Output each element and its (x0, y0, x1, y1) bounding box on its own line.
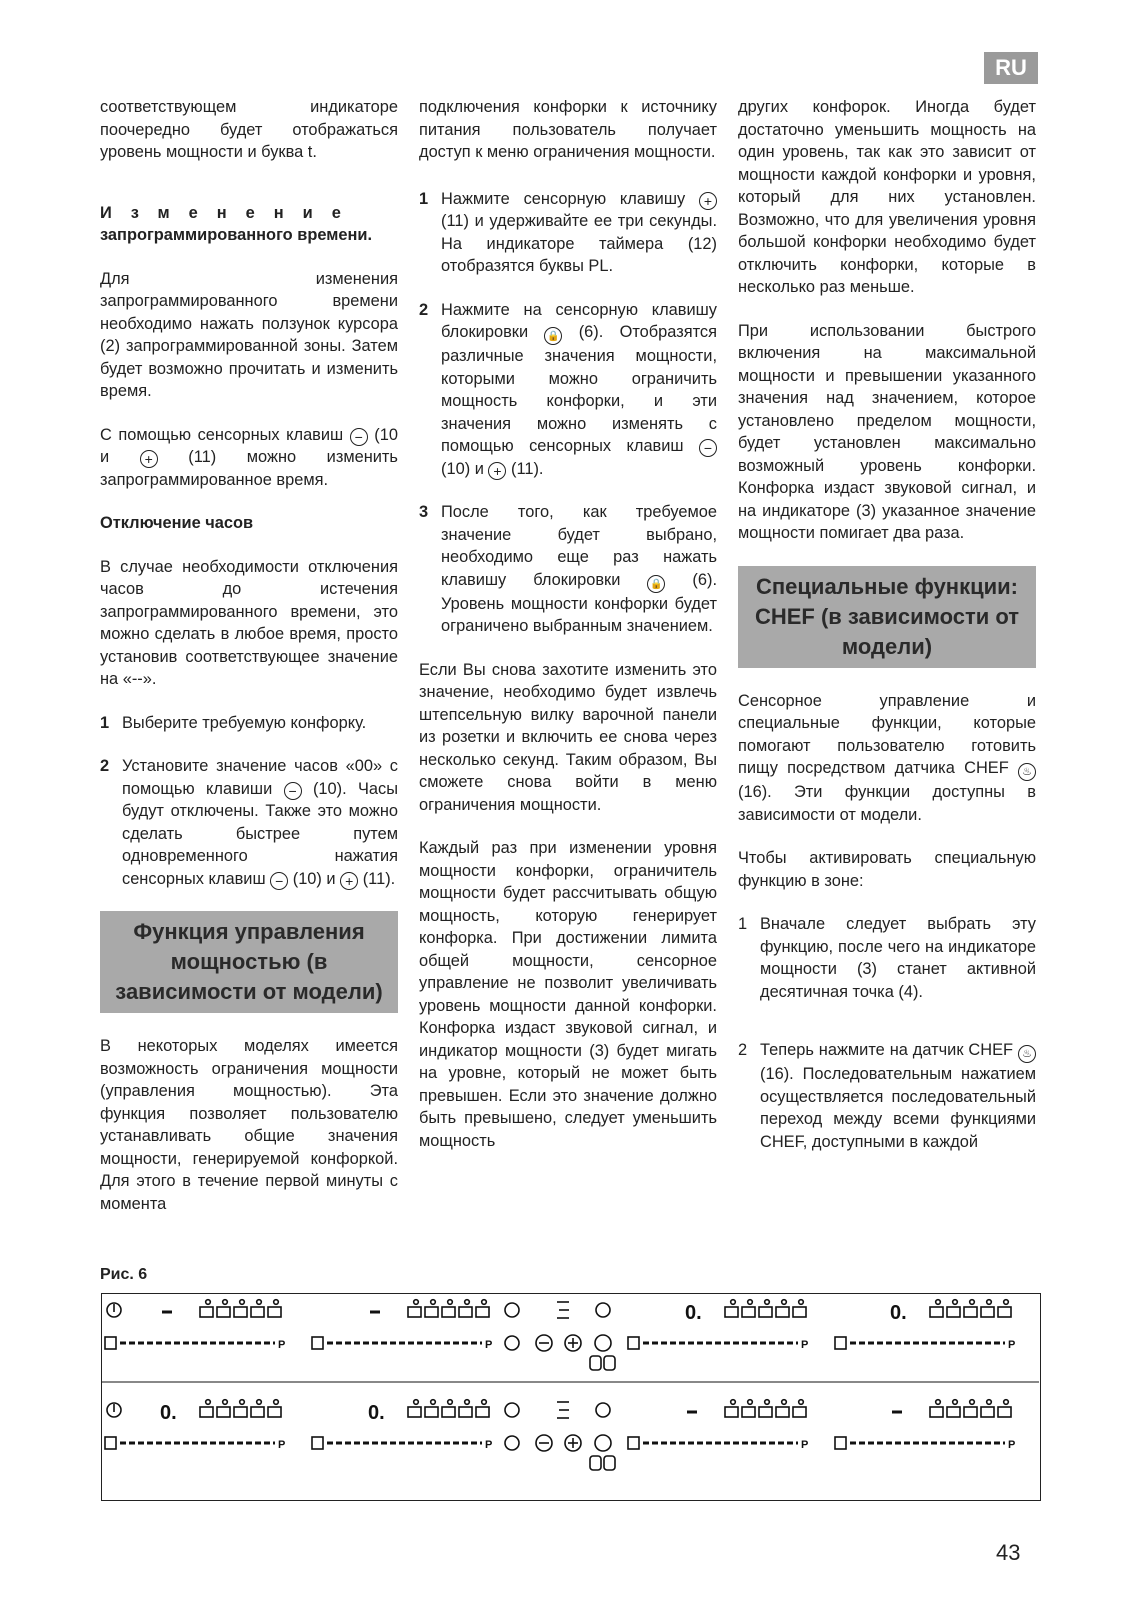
text: (16). Последовательным нажатием осуществляется последовательный переход между всеми функциями CHEF, доступными в каждой (760, 1065, 1036, 1151)
slider-start-icon (628, 1437, 639, 1449)
text: (10) и (441, 459, 484, 478)
bridge-icon-left (590, 1456, 601, 1470)
timer-segment (759, 1407, 772, 1417)
lock-icon (505, 1403, 519, 1417)
indicator-dot (482, 1300, 487, 1305)
timer-segment (425, 1407, 438, 1417)
slider-start-icon (312, 1437, 323, 1449)
timer-segment (776, 1407, 789, 1417)
timer-segment (742, 1307, 755, 1317)
plus-icon: + (140, 450, 158, 468)
bridge-icon-right (604, 1356, 615, 1370)
slider-end-label: P (1008, 1339, 1016, 1351)
text: (16). Эти функции доступны в зависимости от модели. (738, 783, 1036, 824)
timer-segment (725, 1407, 738, 1417)
timer-segment (459, 1407, 472, 1417)
indicator-dot (970, 1300, 975, 1305)
indicator-dot (1004, 1300, 1009, 1305)
slider-start-icon (105, 1337, 116, 1349)
item-number: 1 (100, 713, 110, 732)
timer-segment (408, 1307, 421, 1317)
bridge-icon-left (590, 1356, 601, 1370)
indicator-dot (782, 1300, 787, 1305)
paragraph: соответствующем индикаторе поочередно будет отображаться уровень мощности и буква t. (100, 98, 398, 161)
text: (10 и (100, 425, 398, 466)
heading-line-2: запрограммированного времени. (100, 226, 372, 244)
minus-icon: − (284, 782, 302, 800)
indicator-dot (431, 1300, 436, 1305)
timer-segment (459, 1307, 472, 1317)
chef-sensor-icon: ♨ (1018, 1045, 1036, 1063)
timer-segment (268, 1407, 281, 1417)
timer-segment (200, 1407, 213, 1417)
power-digit: 0. (160, 1402, 177, 1424)
timer-segment (742, 1407, 755, 1417)
timer-segment (964, 1407, 977, 1417)
slider-start-icon (628, 1337, 639, 1349)
language-badge: RU (984, 52, 1038, 84)
timer-segment (200, 1307, 213, 1317)
item-number: 2 (100, 757, 110, 775)
power-digit: 0. (890, 1302, 907, 1324)
timer-segment (217, 1307, 230, 1317)
indicator-dot (799, 1400, 804, 1405)
timer-segment (947, 1307, 960, 1317)
list-item (100, 712, 398, 735)
timer-segment (442, 1307, 455, 1317)
indicator-dot (257, 1300, 262, 1305)
slider-start-icon (312, 1337, 323, 1349)
heading-line-1: Изменение (100, 203, 360, 222)
list-item (419, 188, 717, 278)
text: (11). (362, 869, 396, 888)
timer-segment (947, 1407, 960, 1417)
timer-segment (793, 1307, 806, 1317)
minus-icon: − (350, 428, 368, 446)
list-item (419, 501, 717, 638)
item-number: 1 (419, 189, 429, 208)
paragraph: подключения конфорки к источнику питания пользователь получает доступ к меню ограничения мощности. (419, 98, 717, 161)
plus-icon: + (699, 192, 717, 210)
indicator-dot (240, 1400, 245, 1405)
lock-icon (505, 1303, 519, 1317)
text: (6). Уровень мощности конфорки будет ограничено выбранным значением. (441, 570, 717, 635)
slider-end-label: P (485, 1439, 493, 1451)
minus-icon: − (699, 439, 717, 457)
slider-end-label: P (278, 1439, 286, 1451)
timer-segment (981, 1307, 994, 1317)
indicator-dot (414, 1400, 419, 1405)
slider-end-label: P (801, 1439, 809, 1451)
item-number: 2 (419, 300, 429, 319)
slider-start-icon (835, 1337, 846, 1349)
indicator-dot (414, 1300, 419, 1305)
pause-icon (596, 1303, 610, 1317)
timer-segment (251, 1407, 264, 1417)
slider-start-icon (105, 1437, 116, 1449)
timer-segment (759, 1307, 772, 1317)
timer-segment (476, 1407, 489, 1417)
timer-segment (268, 1307, 281, 1317)
list-item (100, 755, 398, 890)
item-number: 3 (419, 503, 429, 521)
plus-icon: + (488, 462, 506, 480)
indicator-dot (765, 1400, 770, 1405)
indicator-dot (987, 1400, 992, 1405)
section-heading-change-time (100, 202, 398, 247)
timer-segment (998, 1307, 1011, 1317)
power-digit: 0. (368, 1402, 385, 1424)
lock-icon: 🔒 (544, 327, 562, 345)
paragraph: Чтобы активировать специальную функцию в зоне: (738, 849, 1036, 890)
indicator-dot (731, 1300, 736, 1305)
indicator-dot (431, 1400, 436, 1405)
page-number: 43 (996, 1540, 1021, 1565)
indicator-dot (482, 1400, 487, 1405)
indicator-dot (936, 1400, 941, 1405)
text: Выберите требуемую конфорку. (122, 713, 367, 732)
timer-segment (234, 1307, 247, 1317)
pause-icon (596, 1403, 610, 1417)
indicator-dot (1004, 1400, 1009, 1405)
section-box-power-management: Функция управления мощностью (в зависимости от модели) (100, 911, 398, 1013)
paragraph: Каждый раз при изменении уровня мощности конфорки, ограничитель мощности будет рассчитывать общую мощность, которую генерирует конфорка. При достижении лимита общей мощности, сенсорное управление не позволит увеличивать уровень мощности данной конфорки. Конфорка издаст звуковой сигнал, и индикатор мощности (3) будет мигать на уровне, который не может быть превышен. Если это значение должно быть превышено, следует уменьшить мощность (419, 839, 717, 1150)
timer-segment (981, 1407, 994, 1417)
paragraph: При использовании быстрого включения на максимальной мощности и превышении указанного значения над значением, которое установлено пределом мощности, будет установлен максимально возможный уровень конфорки. Конфорка издаст звуковой сигнал, и на индикаторе (3) указанное значение мощности помигает два раза. (738, 321, 1036, 542)
text: (6). Отобразятся различные значения мощности, которыми можно ограничить мощность конфорки, и эти значения можно изменять с помощью сенсорных клавиш (441, 323, 717, 455)
indicator-dot (274, 1300, 279, 1305)
text: Установите значение часов «00» с помощью клавиши (122, 757, 398, 798)
indicator-dot (223, 1300, 228, 1305)
indicator-dot (953, 1400, 958, 1405)
indicator-dot (206, 1300, 211, 1305)
text: С помощью сенсорных клавиш (100, 425, 344, 444)
indicator-dot (953, 1300, 958, 1305)
section-box-chef: Специальные функции: CHEF (в зависимости от модели) (738, 566, 1036, 668)
paragraph: В случае необходимости отключения часов до истечения запрограммированного времени, это можно сделать в любое время, просто установив соответствующее значение на «--». (100, 557, 398, 688)
slider-end-label: P (485, 1339, 493, 1351)
control-panel-drawing (102, 1294, 1039, 1499)
slider-start-icon (835, 1437, 846, 1449)
text: Нажмите на сенсорную клавишу блокировки (441, 300, 717, 341)
timer-segment (234, 1407, 247, 1417)
chef-sensor-icon: ♨ (1018, 763, 1036, 781)
indicator-dot (465, 1400, 470, 1405)
item-number: 1 (738, 915, 748, 933)
slider-end-label: P (1008, 1439, 1016, 1451)
bridge-icon-right (604, 1456, 615, 1470)
power-digit: 0. (685, 1302, 702, 1324)
paragraph: других конфорок. Иногда будет достаточно уменьшить мощность на один уровень, так как это зависит от мощности каждой конфорки и уровня, который для них установлен. Возможно, что для увеличения уровня большой конфорки необходимо будет отключить конфорки, которые в несколько раз меньше. (738, 98, 1036, 296)
list-item (419, 299, 717, 481)
text: (10) и (292, 869, 336, 888)
indicator-dot (448, 1300, 453, 1305)
timer-segment (930, 1307, 943, 1317)
indicator-dot (223, 1400, 228, 1405)
chef-sensor-icon (505, 1436, 519, 1450)
indicator-dot (448, 1400, 453, 1405)
indicator-dot (206, 1400, 211, 1405)
text-column-3 (738, 96, 1036, 1174)
control-panel-figure (101, 1293, 1041, 1501)
minus-icon: − (270, 872, 288, 890)
text-column-1 (100, 96, 398, 1236)
paragraph: Для изменения запрограммированного времени необходимо нажать ползунок курсора (2) запрограммированной зоны. Затем будет возможно прочитать и изменить время. (100, 269, 398, 400)
text: (11) можно изменить запрограммированное время. (100, 448, 398, 489)
timer-segment (442, 1407, 455, 1417)
section-heading-clock-off: Отключение часов (100, 514, 254, 532)
chef-sensor-icon (505, 1336, 519, 1350)
timer-segment (217, 1407, 230, 1417)
sensor-circle (595, 1435, 611, 1451)
text: (10). Часы будут отключены. Также это можно сделать быстрее путем одновременного нажатия сенсорных клавиш (122, 779, 398, 888)
text: После того, как требуемое значение будет выбрано, необходимо еще раз нажать клавишу блокировки (441, 503, 717, 589)
text: Сенсорное управление и специальные функции, которые помогают пользователю готовить пищу посредством датчика CHEF (738, 691, 1036, 777)
plus-icon: + (340, 872, 358, 890)
timer-segment (793, 1407, 806, 1417)
text: Вначале следует выбрать эту функцию, после чего на индикаторе мощности (3) станет активной десятичная точка (4). (760, 915, 1036, 1001)
indicator-dot (465, 1300, 470, 1305)
figure-label: Рис. 6 (100, 1266, 148, 1283)
timer-segment (725, 1307, 738, 1317)
indicator-dot (748, 1400, 753, 1405)
slider-end-label: P (801, 1339, 809, 1351)
paragraph-touch-keys (100, 424, 398, 492)
timer-segment (998, 1407, 1011, 1417)
list-item (738, 1039, 1036, 1153)
list-item (738, 913, 1036, 1003)
slider-end-label: P (278, 1339, 286, 1351)
text: Нажмите сенсорную клавишу (441, 189, 686, 208)
paragraph: Если Вы снова захотите изменить это значение, необходимо будет извлечь штепсельную вилку варочной панели из розетки и включить ее снова через несколько секунд. Таким образом, Вы сможете снова войти в меню ограничения мощности. (419, 660, 717, 814)
text-column-2 (419, 96, 717, 1173)
timer-segment (930, 1407, 943, 1417)
timer-segment (425, 1307, 438, 1317)
indicator-dot (257, 1400, 262, 1405)
text: (11). (510, 459, 544, 478)
indicator-dot (240, 1300, 245, 1305)
timer-segment (408, 1407, 421, 1417)
timer-segment (251, 1307, 264, 1317)
timer-segment (776, 1307, 789, 1317)
timer-segment (964, 1307, 977, 1317)
indicator-dot (970, 1400, 975, 1405)
indicator-dot (987, 1300, 992, 1305)
timer-segment (476, 1307, 489, 1317)
indicator-dot (731, 1400, 736, 1405)
indicator-dot (936, 1300, 941, 1305)
paragraph: В некоторых моделях имеется возможность ограничения мощности (управления мощностью). Эта функция позволяет пользователю устанавливать общие значения мощности, генерируемой конфоркой. Для этого в течение первой минуты с момента (100, 1037, 398, 1213)
item-number: 2 (738, 1041, 748, 1059)
lock-icon: 🔒 (647, 575, 665, 593)
text: Теперь нажмите на датчик CHEF (760, 1041, 1014, 1059)
sensor-circle (595, 1335, 611, 1351)
indicator-dot (274, 1400, 279, 1405)
indicator-dot (782, 1400, 787, 1405)
text: (11) и удерживайте ее три секунды. На индикаторе таймера (12) отобразятся буквы PL. (441, 212, 717, 275)
paragraph-chef (738, 690, 1036, 827)
indicator-dot (765, 1300, 770, 1305)
indicator-dot (748, 1300, 753, 1305)
indicator-dot (799, 1300, 804, 1305)
